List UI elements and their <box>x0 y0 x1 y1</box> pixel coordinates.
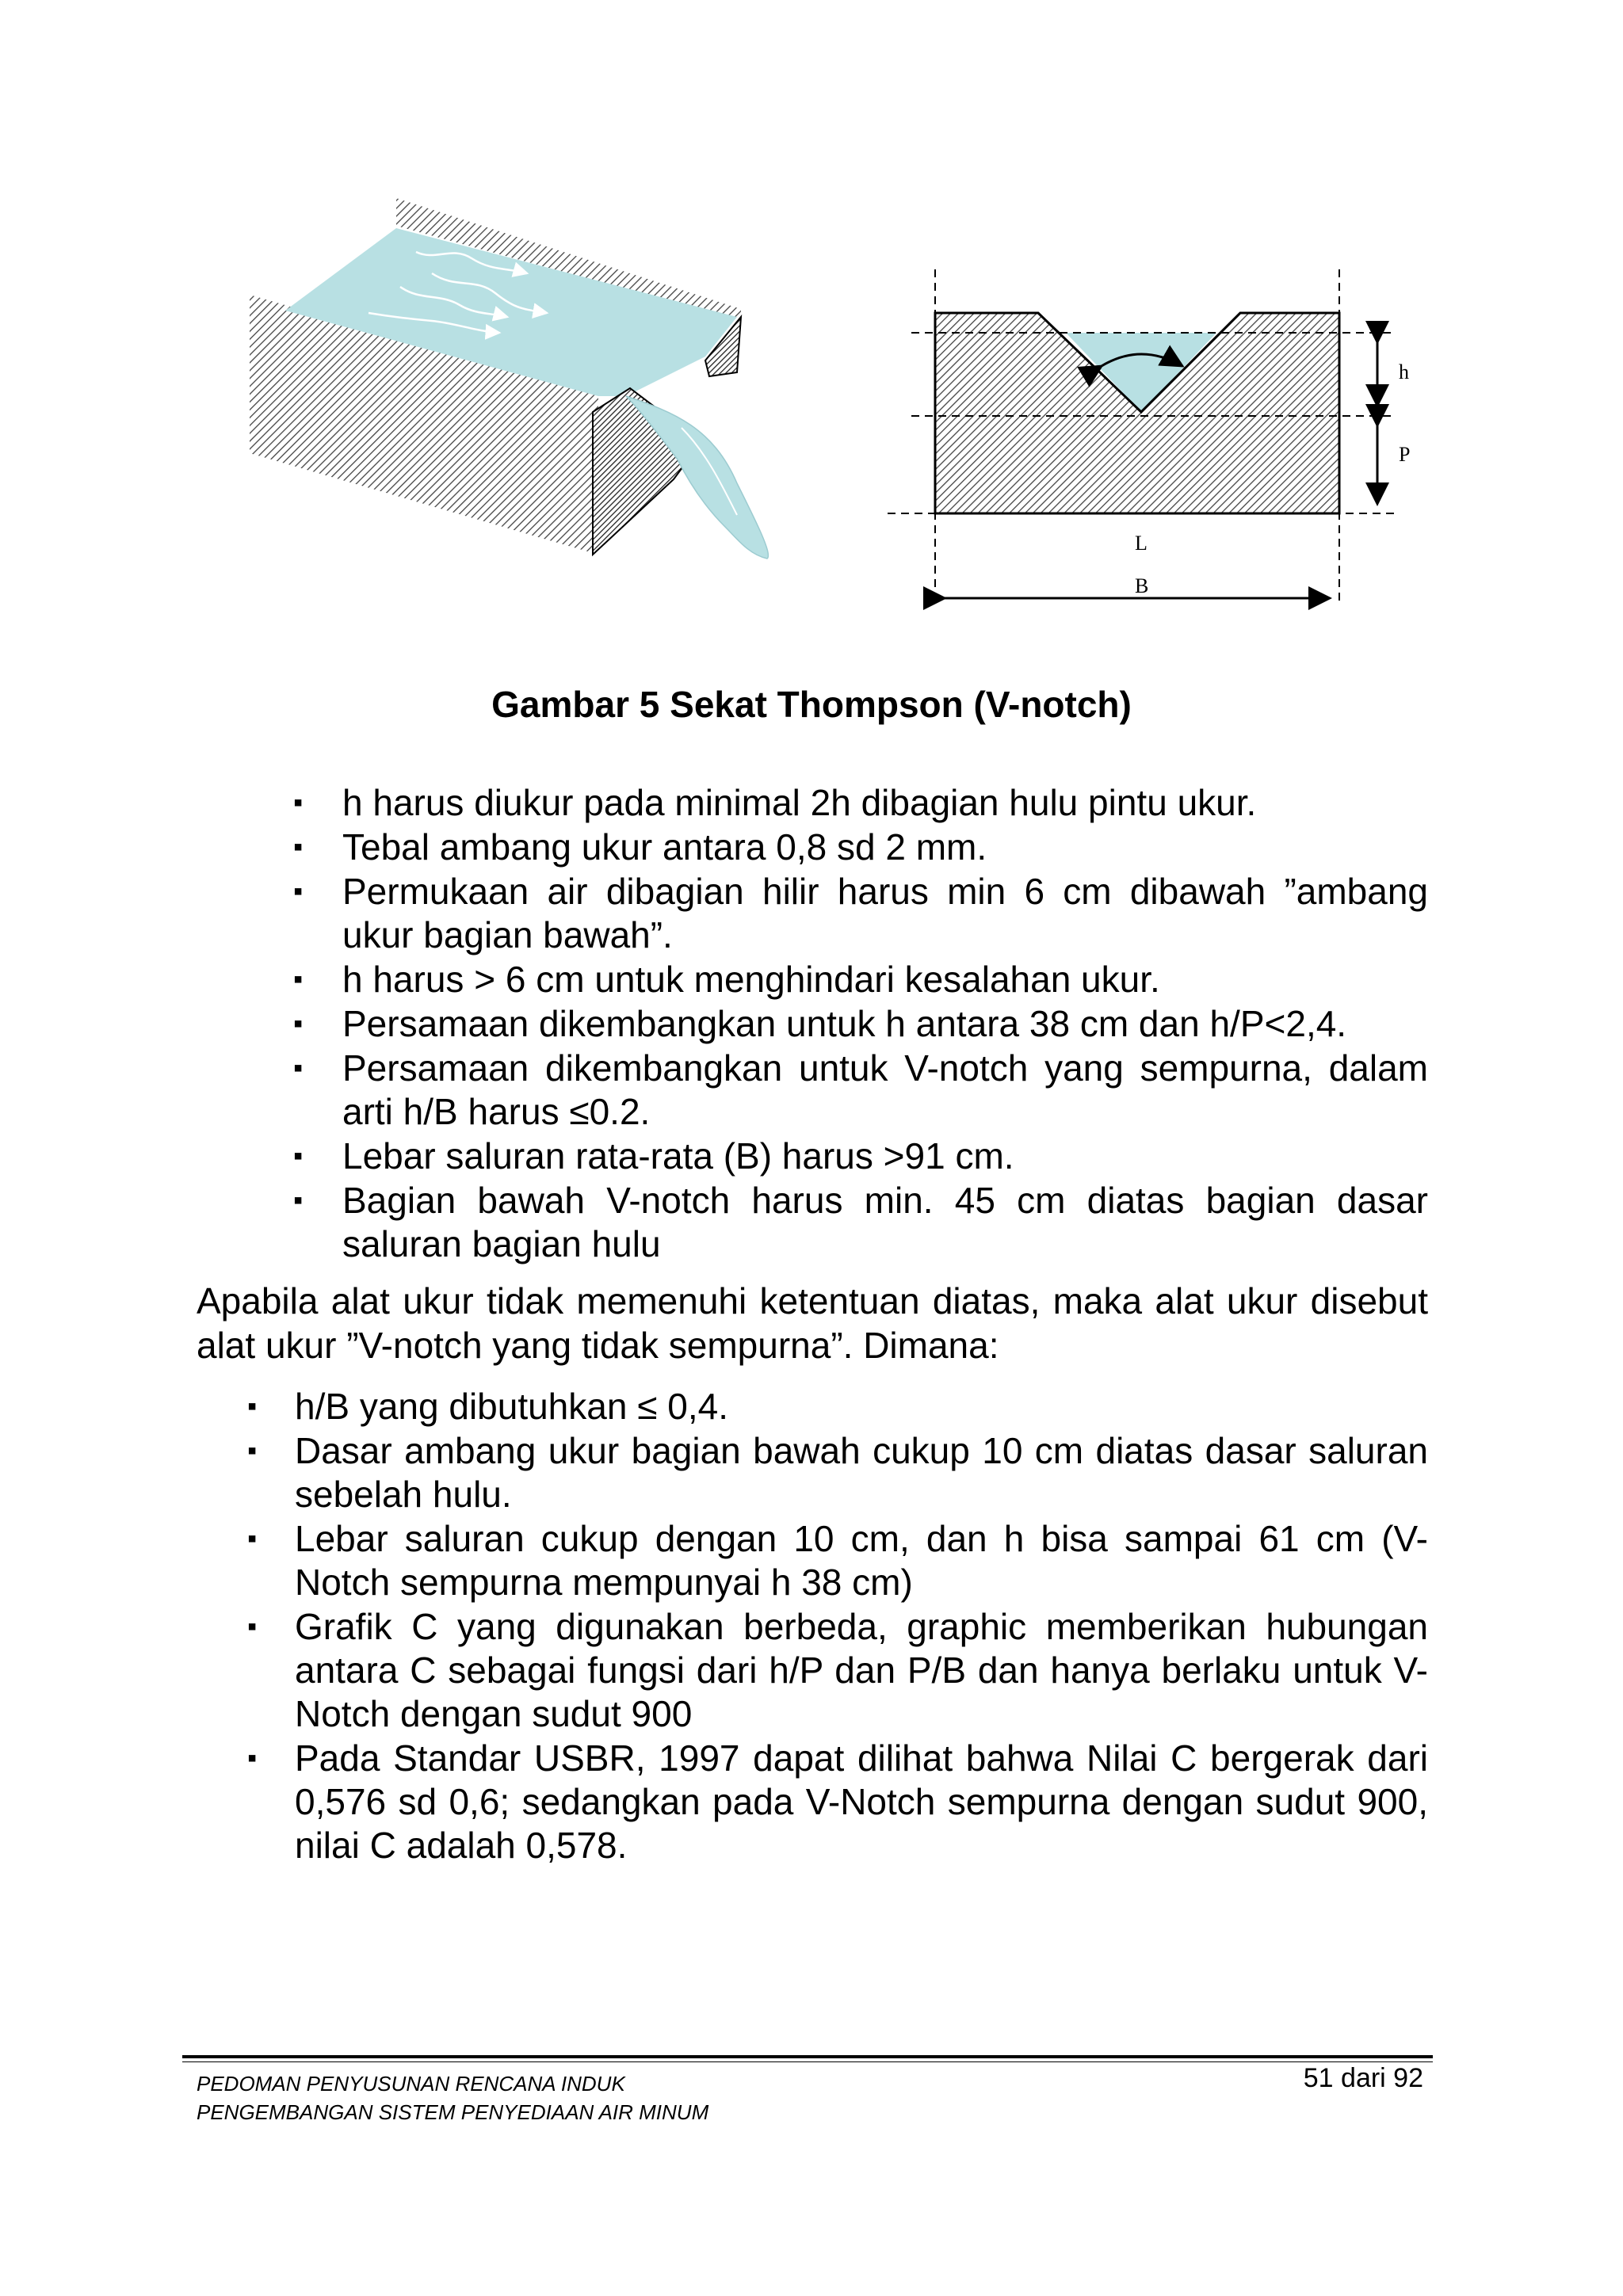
list-item: ▪ Bagian bawah V-notch harus min. 45 cm diatas bagian dasar saluran bagian hulu <box>293 1180 1428 1264</box>
page-number: 51 dari 92 <box>1303 2063 1423 2093</box>
bullet-icon: ▪ <box>293 788 304 818</box>
list-item: ▪ Grafik C yang digunakan berbeda, graphic memberikan hubungan antara C sebagai fungsi dari h/P dan P/B dan hanya berlaku untuk V-Notch dengan sudut 900 <box>247 1606 1428 1734</box>
label-h: h <box>1399 360 1409 383</box>
bullet-icon: ▪ <box>293 1009 304 1039</box>
body-paragraph: Apabila alat ukur tidak memenuhi ketentuan diatas, maka alat ukur disebut alat ukur ”V-notch yang tidak sempurna”. Dimana: <box>197 1280 1428 1366</box>
bullet-icon: ▪ <box>247 1611 258 1642</box>
list-item: ▪ Persamaan dikembangkan untuk V-notch yang sempurna, dalam arti h/B harus ≤0.2. <box>293 1047 1428 1132</box>
list-item: ▪ h harus > 6 cm untuk menghindari kesalahan ukur. <box>293 959 1160 1000</box>
list-item: ▪ Pada Standar USBR, 1997 dapat dilihat bahwa Nilai C bergerak dari 0,576 sd 0,6; sedangkan pada V-Notch sempurna dengan sudut 900, nilai C adalah 0,578. <box>247 1737 1428 1866</box>
bullet-icon: ▪ <box>293 876 304 906</box>
bullet-icon: ▪ <box>293 964 304 994</box>
channel-3d-drawing <box>250 198 768 559</box>
footer-divider-thin <box>182 2061 1433 2062</box>
list-item: ▪ h harus diukur pada minimal 2h dibagian hulu pintu ukur. <box>293 782 1257 823</box>
bullet-icon: ▪ <box>293 832 304 862</box>
bullet-icon: ▪ <box>247 1391 258 1421</box>
footer-line-1: PEDOMAN PENYUSUNAN RENCANA INDUK <box>197 2072 625 2096</box>
list-item: ▪ Permukaan air dibagian hilir harus min 6 cm dibawah ”ambang ukur bagian bawah”. <box>293 871 1428 955</box>
label-p: P <box>1399 443 1411 466</box>
label-l: L <box>1135 532 1148 555</box>
footer-title <box>197 2069 708 2126</box>
list-item: ▪ Lebar saluran rata-rata (B) harus >91 cm. <box>293 1135 1014 1177</box>
bullet-icon: ▪ <box>293 1141 304 1171</box>
list-item: ▪ Persamaan dikembangkan untuk h antara 38 cm dan h/P<2,4. <box>293 1003 1347 1044</box>
list-item: ▪ Lebar saluran cukup dengan 10 cm, dan h bisa sampai 61 cm (V-Notch sempurna mempunyai h 38 cm) <box>247 1518 1428 1603</box>
list-item: ▪ Dasar ambang ukur bagian bawah cukup 10 cm diatas dasar saluran sebelah hulu. <box>247 1430 1428 1515</box>
bullet-icon: ▪ <box>247 1436 258 1466</box>
bullet-icon: ▪ <box>293 1053 304 1083</box>
label-b: B <box>1135 574 1149 597</box>
imperfect-notch-list <box>247 1385 1428 1868</box>
bullet-icon: ▪ <box>247 1743 258 1773</box>
list-item: ▪ h/B yang dibutuhkan ≤ 0,4. <box>247 1386 728 1427</box>
bullet-icon: ▪ <box>247 1524 258 1554</box>
figure-caption: Gambar 5 Sekat Thompson (V-notch) <box>491 684 1132 725</box>
v-notch-elevation <box>888 269 1410 602</box>
requirements-list <box>293 781 1428 1267</box>
bullet-icon: ▪ <box>293 1185 304 1215</box>
footer-divider <box>182 2055 1433 2058</box>
list-item: ▪ Tebal ambang ukur antara 0,8 sd 2 mm. <box>293 826 987 868</box>
footer-line-2: PENGEMBANGAN SISTEM PENYEDIAAN AIR MINUM <box>197 2100 709 2124</box>
v-notch-figure <box>0 0 1623 634</box>
